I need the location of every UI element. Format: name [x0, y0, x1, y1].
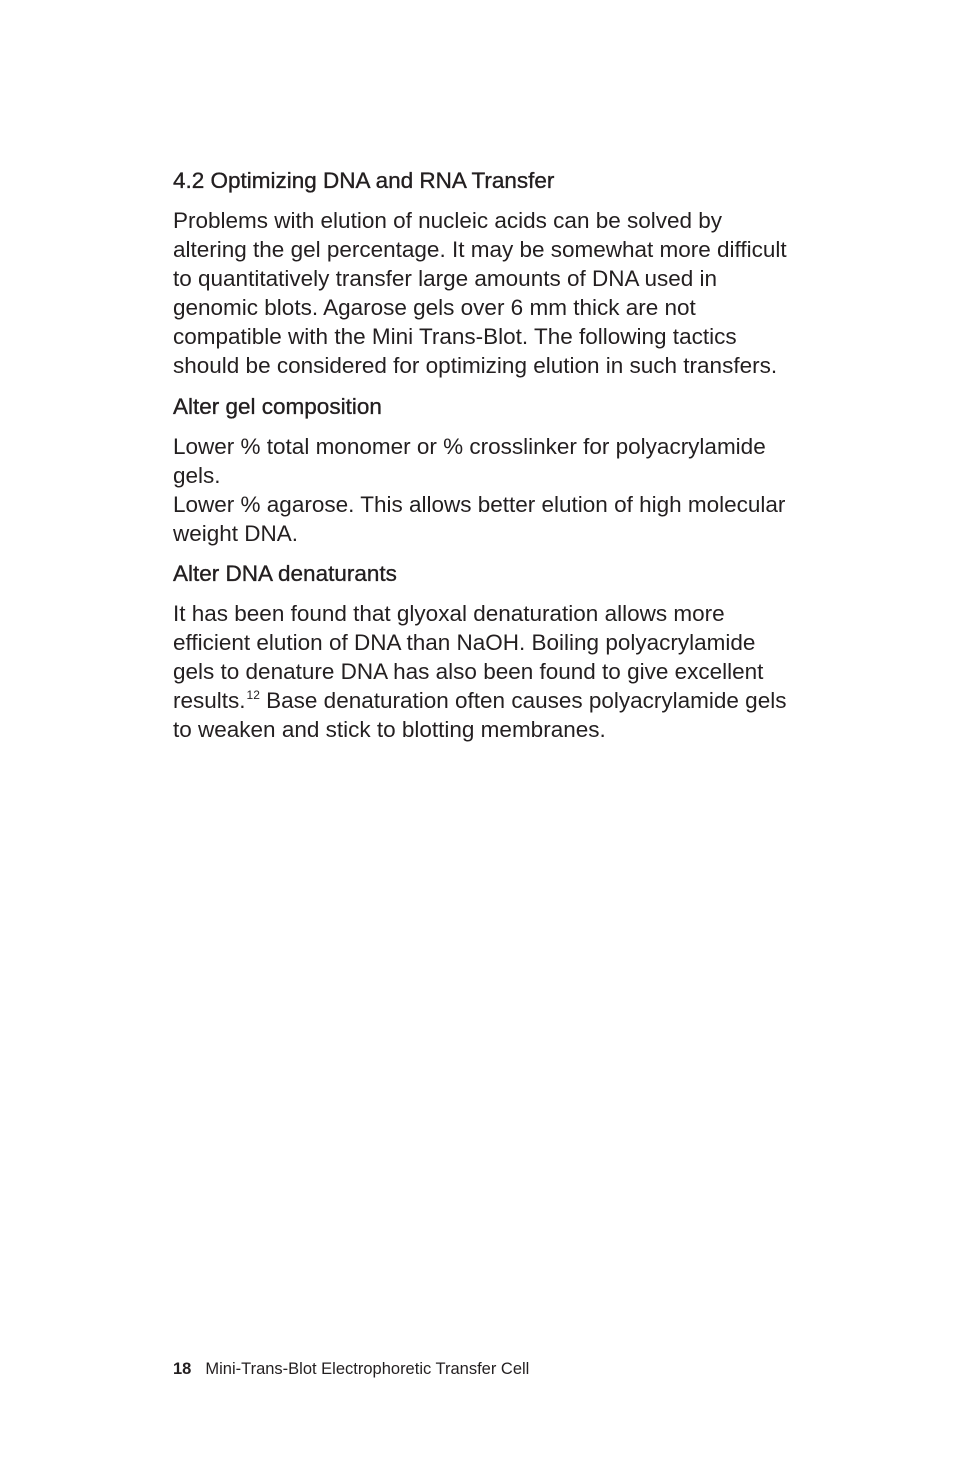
page-content — [173, 166, 793, 744]
denaturants-heading: Alter DNA denaturants — [173, 560, 397, 586]
section-heading: 4.2 Optimizing DNA and RNA Transfer — [173, 168, 555, 193]
denaturants-paragraph — [173, 599, 793, 744]
footer-title: Mini-Trans-Blot Electrophoretic Transfer Cell — [205, 1360, 530, 1378]
denaturants-text-part2: Base denaturation often causes polyacrylamide gels to weaken and stick to blotting membranes. — [173, 688, 787, 743]
reference-superscript: 12 — [246, 688, 260, 703]
gel-composition-heading: Alter gel composition — [173, 393, 382, 419]
intro-paragraph: Problems with elution of nucleic acids can be solved by altering the gel percentage. It may be somewhat more difficult to quantitatively transfer large amounts of DNA used in genomic blots. Agarose gels over 6 mm thick are not compatible with the Mini Trans-Blot. The following tactics should be considered for optimizing elution in such transfers. — [173, 208, 787, 379]
gel-composition-item: Lower % agarose. This allows better elution of high molecular weight DNA. — [173, 491, 786, 546]
page-number: 18 — [173, 1360, 192, 1378]
page-footer — [173, 1358, 529, 1380]
gel-composition-body — [173, 432, 793, 548]
denaturants-text-part1: It has been found that glyoxal denaturation allows more efficient elution of DNA than NaOH. Boiling polyacrylamide gels to denature DNA has also been found to give excellent results. — [173, 600, 764, 714]
gel-composition-item: Lower % total monomer or % crosslinker for polyacrylamide gels. — [173, 433, 766, 488]
